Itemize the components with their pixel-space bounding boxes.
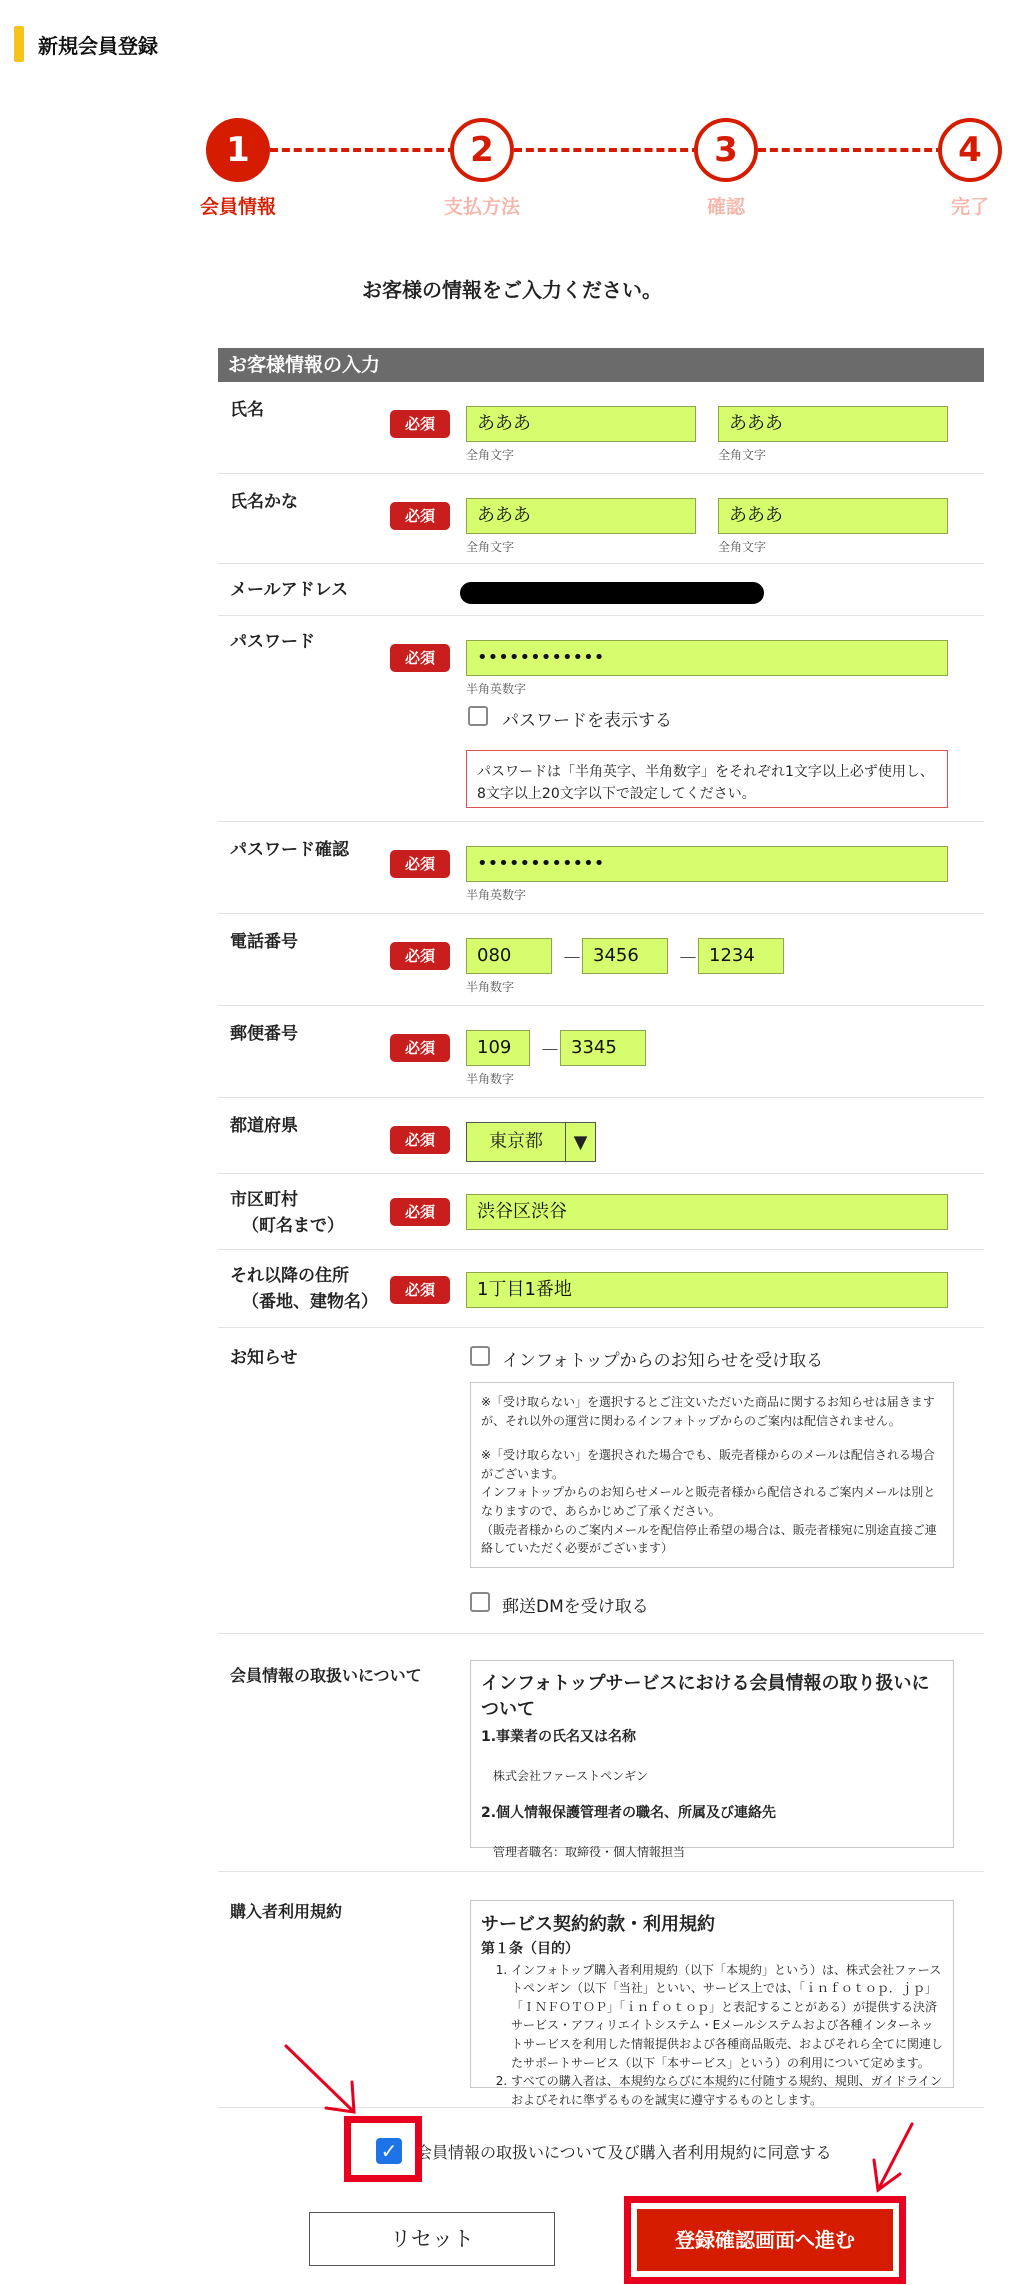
field-hint: 全角文字: [718, 540, 767, 554]
field-label-line1: 市区町村: [230, 1190, 298, 1210]
reset-button[interactable]: リセット: [309, 2212, 555, 2266]
step-number: 3: [694, 118, 758, 182]
required-badge: 必須: [390, 1126, 450, 1154]
section-title: お客様情報の入力: [218, 348, 984, 382]
notice-text-line: インフォトップからのお知らせメールと販売者様から配信されるご案内メールは別となりますので、あらかじめご了承ください。: [481, 1485, 936, 1518]
field-label: お知らせ: [230, 1348, 298, 1368]
required-badge: 必須: [390, 644, 450, 672]
step-number: 2: [450, 118, 514, 182]
last-name-kana-input[interactable]: あああ: [466, 498, 696, 534]
required-badge: 必須: [390, 1198, 450, 1226]
step-number: 4: [938, 118, 1002, 182]
agree-checkbox[interactable]: ✓: [376, 2138, 402, 2164]
phone-separator: －: [678, 946, 698, 970]
arrow-line: [286, 2046, 354, 2112]
terms-item: 1. インフォトップ購入者利用規約（以下「本規約」という）は、株式会社ファーストペンギン（以下「当社」といい、サービス上では、「ｉｎｆｏｔｏｐ．ｊｐ」「ＩＮＦＯＴＯＰ」「ｉｎｆｏｔｏｐ」と表記することがある）が提供する決済サービス・アフィリエイトシステム・Eメールシステムおよび各種インターネットサービスを利用した情報提供および各種商品販売、およびそれら全てに関連したサポートサービス（以下「本サービス」という）の利用について定めます。: [511, 1961, 943, 2073]
field-hint: 半角英数字: [466, 888, 527, 902]
step-label: 確認: [706, 196, 745, 218]
field-label: 都道府県: [230, 1116, 298, 1136]
show-password-label: パスワードを表示する: [502, 711, 672, 731]
password-note: パスワードは「半角英字、半角数字」をそれぞれ1文字以上必ず使用し、8文字以上20文字以下で設定してください。: [466, 750, 948, 808]
required-badge: 必須: [390, 1034, 450, 1062]
step-number: 1: [206, 118, 270, 182]
field-hint: 全角文字: [466, 448, 515, 462]
phone-part2-input[interactable]: 3456: [582, 938, 668, 974]
required-badge: 必須: [390, 850, 450, 878]
prefecture-value: 東京都: [489, 1131, 543, 1152]
notice-text-line: ※「受け取らない」を選択された場合でも、販売者様からのメールは配信される場合がございます。: [481, 1448, 935, 1481]
field-label: 氏名かな: [230, 492, 298, 512]
field-hint: 半角数字: [466, 1072, 515, 1086]
postal-part1-input[interactable]: 109: [466, 1030, 530, 1066]
page-title: 新規会員登録: [38, 33, 158, 58]
notice-text-line: （販売者様からのご案内メールを配信停止希望の場合は、販売者様宛に別途直接ご連絡していただく必要がございます）: [481, 1522, 937, 1556]
notice-opt-in-label: インフォトップからのお知らせを受け取る: [502, 1351, 824, 1371]
field-label: メールアドレス: [230, 580, 349, 600]
field-label-line2: （町名まで）: [242, 1215, 344, 1236]
field-hint: 全角文字: [466, 540, 515, 554]
field-label-line2: （番地、建物名）: [242, 1291, 378, 1312]
last-name-input[interactable]: あああ: [466, 406, 696, 442]
required-badge: 必須: [390, 502, 450, 530]
step-label: 会員情報: [199, 196, 276, 218]
next-button[interactable]: 登録確認画面へ進む: [637, 2209, 893, 2271]
password-input[interactable]: ••••••••••••: [466, 640, 948, 676]
field-label: 郵便番号: [230, 1024, 298, 1044]
field-hint: 全角文字: [718, 448, 767, 462]
required-badge: 必須: [390, 1276, 450, 1304]
first-name-input[interactable]: あああ: [718, 406, 948, 442]
phone-part1-input[interactable]: 080: [466, 938, 552, 974]
step-label: 支払方法: [443, 196, 520, 218]
postal-part2-input[interactable]: 3345: [560, 1030, 646, 1066]
required-badge: 必須: [390, 942, 450, 970]
dm-label: 郵送DMを受け取る: [502, 1597, 649, 1617]
privacy-section-title: 1.事業者の氏名又は名称: [481, 1729, 637, 1746]
field-label: 氏名: [230, 400, 264, 420]
postal-separator: －: [540, 1038, 560, 1062]
terms-heading: サービス契約約款・利用規約: [481, 1914, 715, 1935]
field-label: 電話番号: [230, 932, 298, 952]
password-confirm-input[interactable]: ••••••••••••: [466, 846, 948, 882]
notice-text-line: ※「受け取らない」を選択するとご注文いただいた商品に関するお知らせは届きますが、それ以外の運営に関わるインフォトップからのご案内は配信されません。: [481, 1395, 935, 1428]
field-label: 購入者利用規約: [230, 1902, 343, 1921]
field-label-line1: それ以降の住所: [230, 1266, 349, 1286]
terms-item: 2. すべての購入者は、本規約ならびに本規約に付随する規約、規則、ガイドラインおよびそれに準ずるものを誠実に遵守するものとします。: [511, 2072, 943, 2109]
privacy-section-title: 2.個人情報保護管理者の職名、所属及び連絡先: [481, 1805, 777, 1822]
privacy-section-body: 管理者職名：取締役・個人情報担当: [493, 1845, 686, 1860]
agree-label: 会員情報の取扱いについて及び購入者利用規約に同意する: [416, 2143, 832, 2162]
phone-part3-input[interactable]: 1234: [698, 938, 784, 974]
dropdown-arrow-icon: ▼: [565, 1123, 595, 1161]
step-label: 完了: [950, 196, 989, 218]
arrow-line: [878, 2124, 912, 2190]
first-name-kana-input[interactable]: あああ: [718, 498, 948, 534]
field-label: 会員情報の取扱いについて: [230, 1666, 422, 1685]
required-badge: 必須: [390, 410, 450, 438]
field-hint: 半角数字: [466, 980, 515, 994]
phone-separator: －: [562, 946, 582, 970]
city-input[interactable]: 渋谷区渋谷: [466, 1194, 948, 1230]
privacy-section-body: 株式会社ファーストペンギン: [493, 1768, 649, 1783]
field-label: パスワード: [230, 632, 315, 652]
field-hint: 半角英数字: [466, 682, 527, 696]
privacy-heading: インフォトップサービスにおける会員情報の取り扱いについて: [481, 1673, 930, 1721]
intro-text: お客様の情報をご入力ください。: [362, 278, 662, 302]
terms-article: 第１条（目的）: [481, 1940, 579, 1957]
address-input[interactable]: 1丁目1番地: [466, 1272, 948, 1308]
field-label: パスワード確認: [230, 840, 349, 860]
